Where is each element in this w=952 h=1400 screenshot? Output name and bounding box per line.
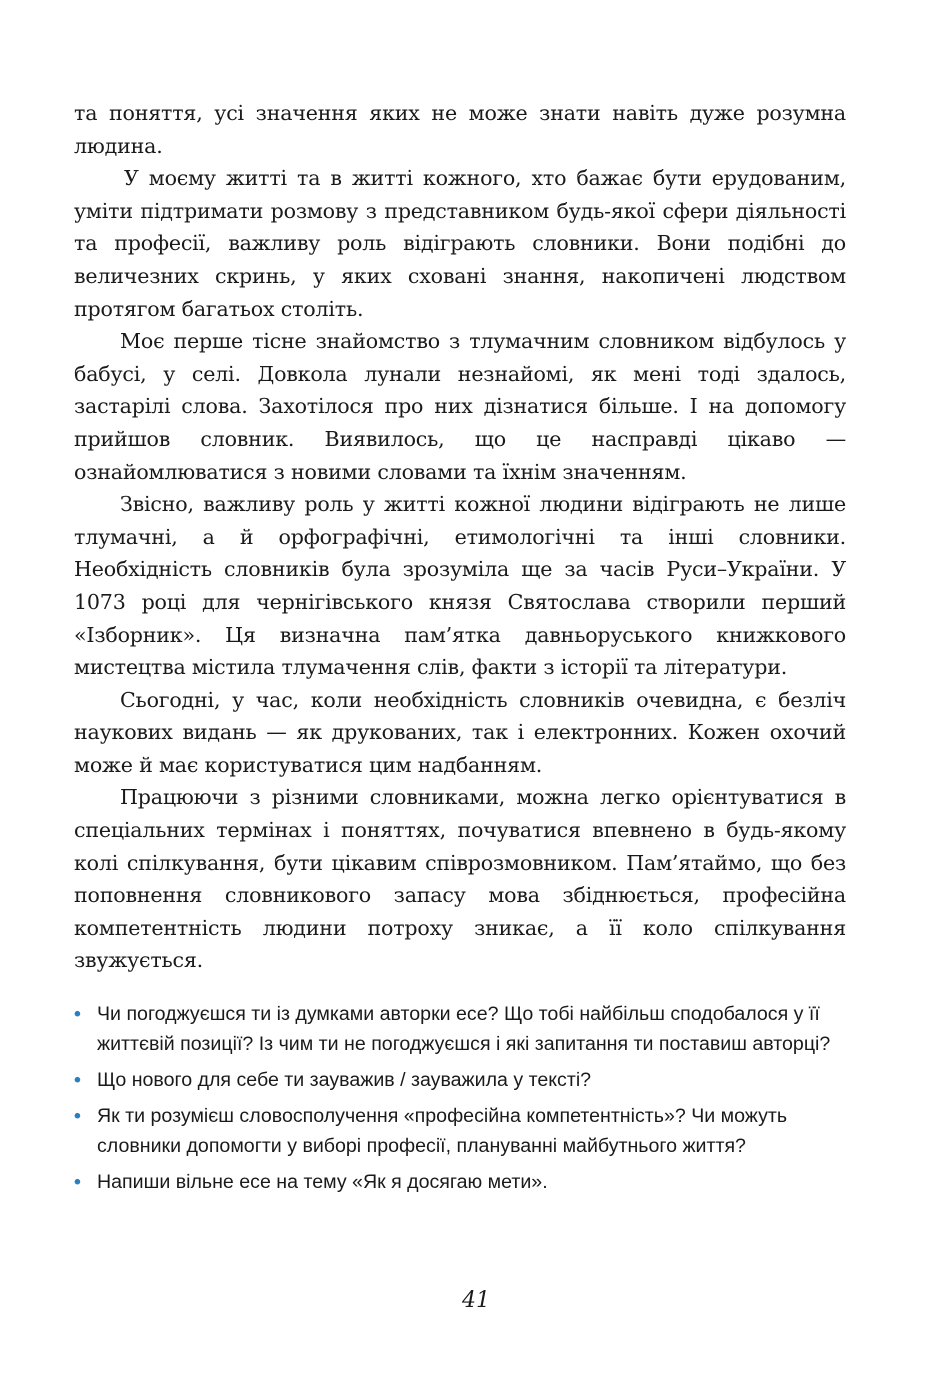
essay-paragraph: та поняття, усі значення яких не може знати навіть дуже розумна людина. [74, 101, 846, 158]
essay-paragraph: Працюючи з різними словниками, можна легко орієнтуватися в спеціальних термінах і поняттях, почуватися впевнено в будь-якому колі спілкування, бути цікавим співрозмовником. Пам’ятаймо, що без поповнення словникового запасу мова збіднюється, професійна компетентність людини потроху зникає, а її коло спілкування звужується. [74, 785, 846, 973]
question-item [74, 1101, 846, 1161]
questions-list [74, 999, 846, 1197]
bullet-icon: • [74, 1069, 81, 1092]
question-text: Напиши вільне есе на тему «Як я досягаю мети». [97, 1171, 548, 1194]
bullet-icon: • [74, 1171, 81, 1194]
question-text: Чи погоджуєшся ти із думками авторки есе? Що тобі найбільш сподобалося у її життєвій позиції? Із чим ти не погоджуєшся і які запитання ти поставиш авторці? [97, 1003, 831, 1056]
page-content [74, 97, 846, 1203]
essay-paragraph: Звісно, важливу роль у житті кожної людини відіграють не лише тлумачні, а й орфографічні, етимологічні та інші словники. Необхідність словників була зрозуміла ще за часів Руси–України. У 1073 році для чернігівського князя Святослава створили перший «Ізборник». Ця визначна пам’ятка давньоруського книжкового мистецтва містила тлумачення слів, факти з історії та літератури. [74, 492, 846, 680]
essay-paragraph: Сьогодні, у час, коли необхідність словників очевидна, є безліч наукових видань — як друкованих, так і електронних. Кожен охочий може й має користуватися цим надбанням. [74, 687, 846, 777]
question-text: Як ти розумієш словосполучення «професійна компетентність»? Чи можуть словники допомогти у виборі професії, плануванні майбутнього життя? [97, 1105, 788, 1158]
essay-text [74, 97, 846, 977]
question-item [74, 1167, 846, 1197]
question-item [74, 999, 846, 1059]
essay-paragraph: Моє перше тісне знайомство з тлумачним словником відбулось у бабусі, у селі. Довкола лунали незнайомі, як мені тоді здалось, застарілі слова. Захотілося про них дізнатися більше. І на допомогу прийшов словник. Виявилось, що це насправді цікаво — ознайомлюватися з новими словами та їхнім значенням. [74, 329, 846, 484]
essay-paragraph: У моєму житті та в житті кожного, хто бажає бути ерудованим, уміти підтримати розмову з представником будь-якої сфери діяльності та професії, важливу роль відіграють словники. Вони подібні до величезних скринь, у яких сховані знання, накопичені людством протягом багатьох століть. [74, 166, 846, 321]
question-item [74, 1065, 846, 1095]
bullet-icon: • [74, 1003, 81, 1026]
question-text: Що нового для себе ти зауважив / зауважила у тексті? [97, 1069, 592, 1092]
bullet-icon: • [74, 1105, 81, 1128]
page-number: 41 [462, 1288, 490, 1313]
